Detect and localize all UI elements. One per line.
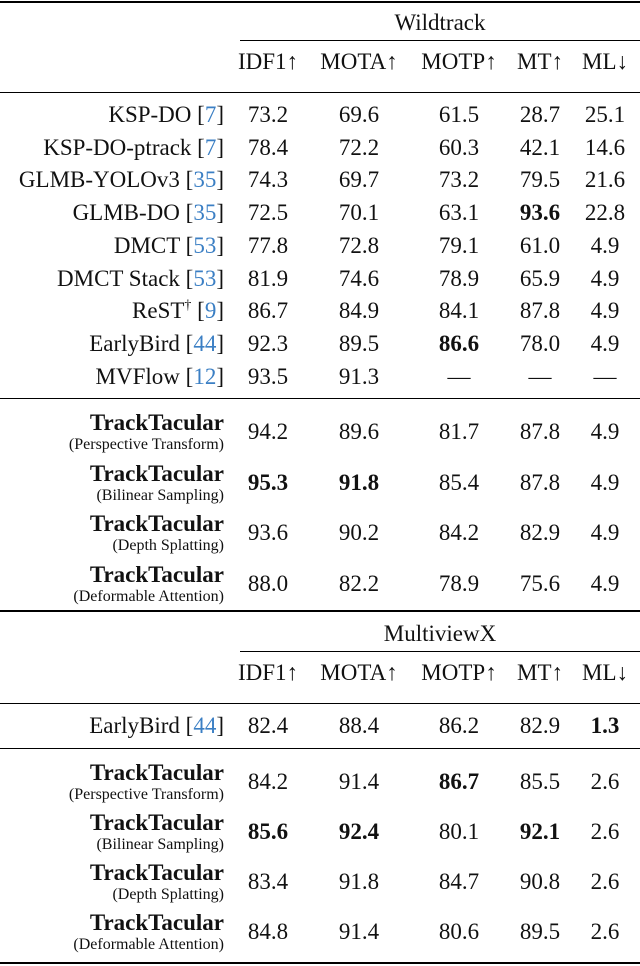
column-header: MOTA↑ xyxy=(320,49,398,74)
metric-value: 87.8 xyxy=(519,298,561,324)
metric-value: 77.8 xyxy=(247,232,289,258)
metric-value: 78.9 xyxy=(438,570,480,596)
metric-value: 86.7 xyxy=(247,298,289,324)
metric-value: 78.0 xyxy=(519,330,561,356)
metric-value: 82.9 xyxy=(519,520,561,545)
metric-value: 2.6 xyxy=(590,919,620,944)
metric-value: 95.3 xyxy=(247,469,289,495)
metric-value: 84.9 xyxy=(338,298,380,324)
method-name: DMCT Stack [53] xyxy=(57,265,224,291)
method-variant: (Deformable Attention) xyxy=(73,587,224,605)
metric-value: 92.3 xyxy=(247,330,289,356)
citation-link[interactable]: 9 xyxy=(204,298,217,324)
metric-value: 81.9 xyxy=(247,265,289,291)
method-label: GLMB-YOLOv3 xyxy=(18,167,180,193)
table-rule xyxy=(0,703,640,704)
metric-value: 65.9 xyxy=(519,265,561,291)
method-variant: (Depth Splatting) xyxy=(112,537,224,554)
citation-link[interactable]: 35 xyxy=(193,200,217,226)
metric-value: 14.6 xyxy=(584,134,626,160)
metric-value: 82.9 xyxy=(519,713,561,738)
table-rule xyxy=(0,398,640,399)
metric-value: 85.5 xyxy=(519,769,561,794)
metric-value: 84.2 xyxy=(247,769,289,794)
metric-value: 84.7 xyxy=(438,869,480,894)
metric-value: 74.3 xyxy=(247,167,289,193)
metric-value: 94.2 xyxy=(247,419,289,444)
proposed-method xyxy=(69,761,224,805)
method-variant: (Perspective Transform) xyxy=(68,436,224,453)
proposed-method xyxy=(73,563,224,607)
metric-value: 78.4 xyxy=(247,134,289,160)
citation-link[interactable]: 53 xyxy=(193,265,217,291)
metric-value: 63.1 xyxy=(438,200,480,226)
metric-value: 91.8 xyxy=(338,469,380,495)
column-header: ML↓ xyxy=(582,660,628,685)
metric-value: 82.2 xyxy=(338,570,380,596)
proposed-method xyxy=(90,512,224,556)
proposed-method xyxy=(73,911,224,955)
metric-value: 60.3 xyxy=(438,134,480,160)
metric-value: 70.1 xyxy=(338,200,380,226)
metric-value: 42.1 xyxy=(519,134,561,160)
citation-link[interactable]: 44 xyxy=(193,713,217,738)
metric-value: 92.1 xyxy=(519,819,561,844)
column-header: MOTA↑ xyxy=(320,660,398,685)
metric-value: — xyxy=(593,363,617,389)
method-name: GLMB-YOLOv3 [35] xyxy=(18,167,224,193)
metric-value: 81.7 xyxy=(438,419,480,444)
method-variant: (Depth Splatting) xyxy=(112,886,224,903)
metric-value: 87.8 xyxy=(519,469,561,495)
method-label: DMCT Stack xyxy=(57,265,180,291)
proposed-method xyxy=(90,811,224,855)
method-variant: (Perspective Transform) xyxy=(68,786,224,803)
metric-value: 28.7 xyxy=(519,102,561,127)
header-underline xyxy=(240,40,640,41)
metric-value: 69.6 xyxy=(338,102,380,127)
method-name: MVFlow [12] xyxy=(95,363,224,389)
metric-value: 4.9 xyxy=(590,469,620,495)
citation-link[interactable]: 7 xyxy=(204,102,217,127)
method-label: TrackTacular xyxy=(89,561,224,587)
dagger-mark: † xyxy=(184,298,192,314)
method-name: GLMB-DO [35] xyxy=(72,200,224,226)
metric-value: 79.5 xyxy=(519,167,561,193)
dataset-title: Wildtrack xyxy=(394,10,486,35)
metric-value: 93.5 xyxy=(247,363,289,389)
metric-value: 22.8 xyxy=(584,200,626,226)
metric-value: 84.2 xyxy=(438,520,480,545)
column-header: IDF1↑ xyxy=(237,660,299,685)
method-variant: (Bilinear Sampling) xyxy=(96,486,224,504)
metric-value: 90.2 xyxy=(338,520,380,545)
metric-value: 87.8 xyxy=(519,419,561,444)
column-header: IDF1↑ xyxy=(237,49,299,74)
dataset-title: MultiviewX xyxy=(383,621,497,646)
method-name: ReST† [9] xyxy=(132,298,224,324)
method-label: TrackTacular xyxy=(89,860,224,885)
table-rule xyxy=(0,610,640,612)
metric-value: 86.7 xyxy=(438,769,480,794)
metric-value: 2.6 xyxy=(590,869,620,894)
citation-link[interactable]: 7 xyxy=(204,134,217,160)
metric-value: 61.0 xyxy=(519,232,561,258)
metric-value: 75.6 xyxy=(519,570,561,596)
metric-value: 2.6 xyxy=(590,769,620,794)
method-label: TrackTacular xyxy=(89,460,224,486)
metric-value: 4.9 xyxy=(590,419,620,444)
proposed-method xyxy=(69,411,224,455)
metric-value: 93.6 xyxy=(247,520,289,545)
metric-value: 69.7 xyxy=(338,167,380,193)
header-underline xyxy=(240,651,640,652)
metric-value: 89.6 xyxy=(338,419,380,444)
metric-value: 91.3 xyxy=(338,363,380,389)
method-label: TrackTacular xyxy=(89,760,224,785)
metric-value: 91.4 xyxy=(338,919,380,944)
metric-value: 4.9 xyxy=(590,232,620,258)
metric-value: 85.4 xyxy=(438,469,480,495)
table-rule xyxy=(0,92,640,93)
metric-value: 4.9 xyxy=(590,570,620,596)
metric-value: 72.8 xyxy=(338,232,380,258)
metric-value: 21.6 xyxy=(584,167,626,193)
metric-value: 88.4 xyxy=(338,713,380,738)
metric-value: 73.2 xyxy=(247,102,289,127)
metric-value: 86.2 xyxy=(438,713,480,738)
method-label: TrackTacular xyxy=(89,810,224,835)
column-header: MOTP↑ xyxy=(421,49,497,74)
proposed-method xyxy=(90,861,224,905)
metric-value: 84.8 xyxy=(247,919,289,944)
table-rule xyxy=(0,962,640,964)
metric-value: 72.5 xyxy=(247,200,289,226)
metric-value: 85.6 xyxy=(247,819,289,844)
metric-value: 4.9 xyxy=(590,265,620,291)
method-label: TrackTacular xyxy=(89,910,224,935)
metric-value: 83.4 xyxy=(247,869,289,894)
method-name: EarlyBird [44] xyxy=(89,330,224,356)
proposed-method xyxy=(90,462,224,506)
method-label: DMCT xyxy=(113,232,180,258)
metric-value: 84.1 xyxy=(438,298,480,324)
method-label: GLMB-DO xyxy=(72,200,180,226)
metric-value: 89.5 xyxy=(519,919,561,944)
metric-value: 4.9 xyxy=(590,298,620,324)
metric-value: 93.6 xyxy=(519,200,561,226)
metric-value: — xyxy=(447,363,471,389)
metric-value: 2.6 xyxy=(590,819,620,844)
metric-value: 91.4 xyxy=(338,769,380,794)
metric-value: 1.3 xyxy=(590,713,620,738)
method-name: DMCT [53] xyxy=(113,232,224,258)
citation-link[interactable]: 35 xyxy=(193,167,217,193)
metric-value: 80.6 xyxy=(438,919,480,944)
metric-value: 88.0 xyxy=(247,570,289,596)
metric-value: 4.9 xyxy=(590,520,620,545)
table-rule xyxy=(0,1,640,3)
metric-value: 90.8 xyxy=(519,869,561,894)
method-label: EarlyBird xyxy=(89,713,180,738)
method-variant: (Bilinear Sampling) xyxy=(96,836,224,853)
column-header: MT↑ xyxy=(517,660,563,685)
metric-value: 82.4 xyxy=(247,713,289,738)
citation-link[interactable]: 53 xyxy=(193,232,217,258)
metric-value: — xyxy=(528,363,552,389)
method-label: ReST xyxy=(132,298,185,324)
table-rule xyxy=(0,748,640,749)
method-label: EarlyBird xyxy=(89,330,180,356)
metric-value: 80.1 xyxy=(438,819,480,844)
citation-link[interactable]: 44 xyxy=(193,330,217,356)
method-variant: (Deformable Attention) xyxy=(73,936,224,953)
method-label: KSP-DO-ptrack xyxy=(43,134,192,160)
metric-value: 72.2 xyxy=(338,134,380,160)
method-label: TrackTacular xyxy=(89,410,224,435)
metric-value: 79.1 xyxy=(438,232,480,258)
method-name: KSP-DO-ptrack [7] xyxy=(43,134,224,160)
method-label: KSP-DO xyxy=(108,102,192,127)
metric-value: 73.2 xyxy=(438,167,480,193)
metric-value: 74.6 xyxy=(338,265,380,291)
metric-value: 92.4 xyxy=(338,819,380,844)
citation-link[interactable]: 12 xyxy=(193,363,217,389)
metric-value: 86.6 xyxy=(438,330,480,356)
metric-value: 91.8 xyxy=(338,869,380,894)
metric-value: 4.9 xyxy=(590,330,620,356)
method-label: TrackTacular xyxy=(89,511,224,536)
method-name: KSP-DO [7] xyxy=(108,102,224,127)
column-header: ML↓ xyxy=(582,49,628,74)
metric-value: 89.5 xyxy=(338,330,380,356)
method-label: MVFlow xyxy=(95,363,180,389)
metric-value: 61.5 xyxy=(438,102,480,127)
metric-value: 78.9 xyxy=(438,265,480,291)
method-name: EarlyBird [44] xyxy=(89,713,224,738)
metric-value: 25.1 xyxy=(584,102,626,127)
column-header: MT↑ xyxy=(517,49,563,74)
column-header: MOTP↑ xyxy=(421,660,497,685)
